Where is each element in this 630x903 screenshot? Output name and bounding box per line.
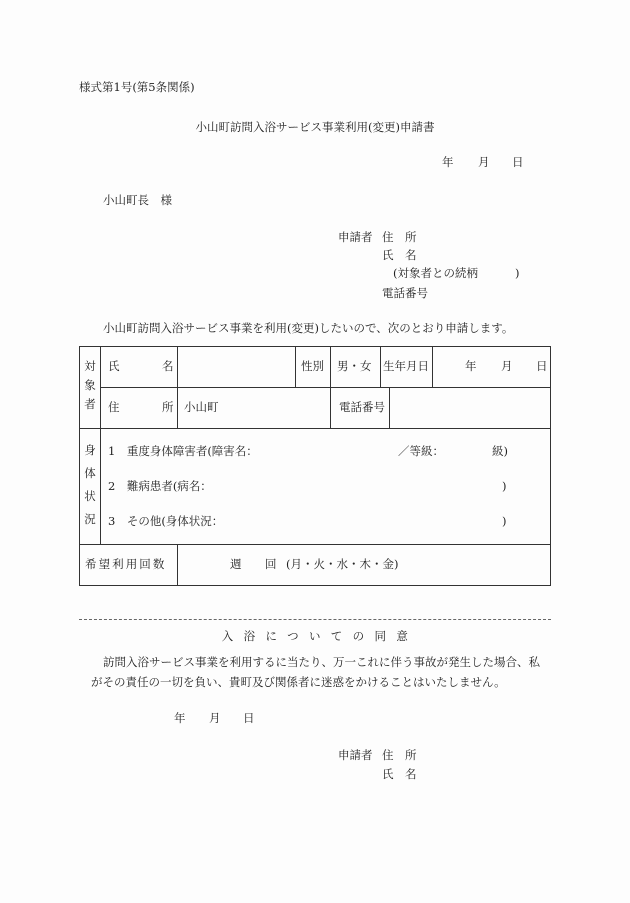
table-divider bbox=[177, 544, 178, 586]
consent-name-label: 氏 名 bbox=[382, 767, 417, 781]
sex-value[interactable]: 男・女 bbox=[337, 359, 372, 373]
applicant-address-label: 住 所 bbox=[382, 230, 417, 244]
birth-year-label: 年 bbox=[465, 359, 477, 373]
table-divider bbox=[295, 347, 296, 387]
applicant-relation-close: ) bbox=[515, 266, 520, 280]
name-field[interactable] bbox=[178, 348, 294, 386]
condition-1-grade-label: ／等級： bbox=[398, 444, 444, 458]
applicant-phone-label: 電話番号 bbox=[382, 286, 428, 300]
page-title: 小山町訪問入浴サービス事業利用(変更)申請書 bbox=[195, 120, 435, 134]
birth-day-label: 日 bbox=[536, 359, 548, 373]
table-divider bbox=[100, 347, 101, 544]
form-number: 様式第1号(第5条関係) bbox=[79, 80, 195, 94]
birth-month-label: 月 bbox=[501, 359, 513, 373]
table-divider bbox=[330, 347, 331, 428]
date-month-label: 月 bbox=[478, 155, 490, 169]
consent-heading: 入浴についての同意 bbox=[221, 629, 419, 643]
phone-label: 電話番号 bbox=[339, 400, 385, 414]
consent-text-line-1: 訪問入浴サービス事業を利用するに当たり、万一これに伴う事故が発生した場合、私 bbox=[103, 655, 540, 669]
date-day-label: 日 bbox=[512, 155, 524, 169]
subject-label-char: 象 bbox=[84, 378, 96, 392]
table-divider bbox=[80, 428, 550, 429]
consent-text-line-2: がその責任の一切を負い、貴町及び関係者に迷惑をかけることはいたしません。 bbox=[91, 675, 506, 689]
condition-3-label: 3 その他(身体状況： bbox=[108, 514, 224, 528]
intro-text: 小山町訪問入浴サービス事業を利用(変更)したいので、次のとおり申請します。 bbox=[103, 321, 514, 335]
consent-applicant-label: 申請者 bbox=[338, 748, 373, 762]
condition-label bbox=[83, 445, 97, 537]
name-label-1: 氏 bbox=[108, 359, 120, 373]
address-label-2: 所 bbox=[162, 400, 174, 414]
subject-label bbox=[83, 361, 97, 418]
consent-date-year: 年 bbox=[174, 711, 186, 725]
condition-1-end: 級) bbox=[492, 444, 508, 458]
frequency-days[interactable]: (月・火・水・木・金) bbox=[286, 557, 399, 571]
condition-label-char: 身 bbox=[84, 443, 96, 457]
applicant-name-label: 氏 名 bbox=[382, 248, 417, 262]
name-label-2: 名 bbox=[162, 359, 174, 373]
date-year-label: 年 bbox=[442, 155, 454, 169]
consent-date-month: 月 bbox=[209, 711, 221, 725]
condition-label-char: 況 bbox=[84, 512, 96, 526]
birth-label: 生年月日 bbox=[383, 359, 429, 373]
table-divider bbox=[80, 544, 550, 545]
condition-label-char: 体 bbox=[84, 466, 96, 480]
subject-label-char: 者 bbox=[84, 397, 96, 411]
applicant-label: 申請者 bbox=[338, 230, 373, 244]
application-table bbox=[79, 346, 551, 586]
condition-2-label: 2 難病患者(病名： bbox=[108, 479, 212, 493]
table-divider bbox=[432, 347, 433, 387]
consent-address-label: 住 所 bbox=[382, 748, 417, 762]
condition-label-char: 状 bbox=[84, 489, 96, 503]
sex-label: 性別 bbox=[301, 359, 324, 373]
subject-label-char: 対 bbox=[84, 359, 96, 373]
section-separator bbox=[79, 619, 551, 620]
address-value[interactable]: 小山町 bbox=[184, 400, 219, 414]
phone-field[interactable] bbox=[390, 388, 550, 427]
table-divider bbox=[380, 347, 381, 387]
frequency-week-label: 週 bbox=[230, 557, 242, 571]
addressee: 小山町長 様 bbox=[103, 193, 172, 207]
applicant-relation-label: (対象者との続柄 bbox=[393, 266, 478, 280]
frequency-times-label: 回 bbox=[265, 557, 277, 571]
consent-date-day: 日 bbox=[243, 711, 255, 725]
condition-2-end: ) bbox=[502, 479, 507, 493]
frequency-label: 希望利用回数 bbox=[85, 557, 167, 571]
condition-1-label: 1 重度身体障害者(障害名： bbox=[108, 444, 258, 458]
condition-3-end: ) bbox=[502, 514, 507, 528]
address-label-1: 住 bbox=[108, 400, 120, 414]
